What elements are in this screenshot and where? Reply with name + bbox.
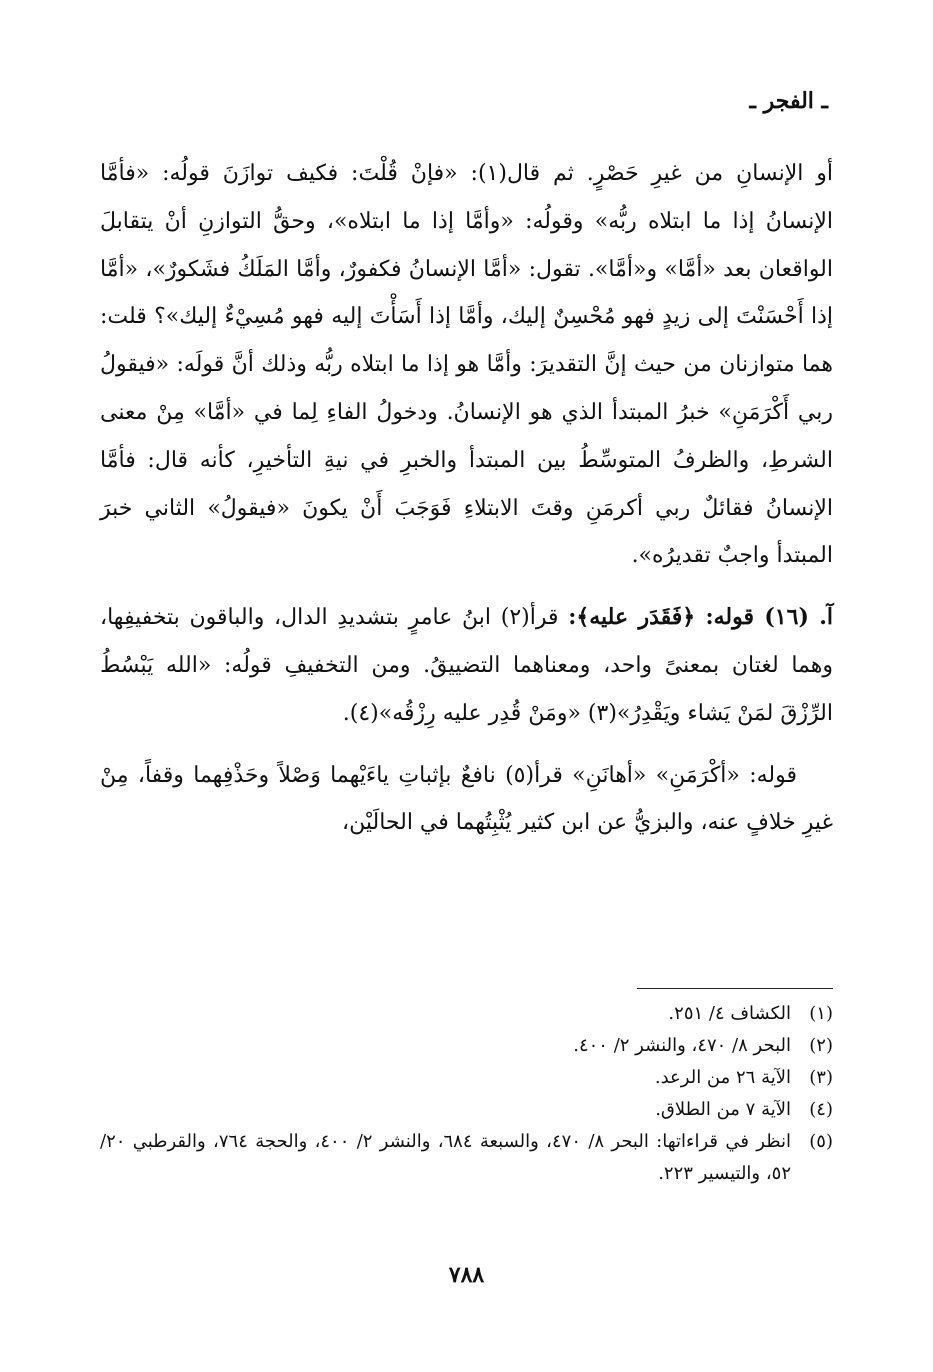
footnote-number: (٣) — [809, 1067, 833, 1088]
footnote-2 — [100, 1030, 833, 1062]
paragraph-2-text: قرأ(٢) ابنُ عامرٍ بتشديدِ الدال، والباقون بتخفيفِها، وهما لغتان بمعنىً واحد، ومعناهما التضييقُ. ومن التخفيفِ قولُه: «الله يَبْسُطُ الرِّزْقَ لمَنْ يَشاء ويَقْدِرُ»(٣) «ومَنْ قُدِر عليه رِزْقُه»(٤). — [100, 605, 833, 726]
footnote-text: انظر في قراءاتها: البحر ٨/ ٤٧٠، والسبعة ٦٨٤، والنشر ٢/ ٤٠٠، والحجة ٧٦٤، والقرطبي ٢٠/ ٥٢، والتيسير ٢٢٣. — [100, 1131, 791, 1184]
main-text — [100, 150, 833, 847]
page-number: ٧٨٨ — [448, 1262, 485, 1288]
footnote-divider — [637, 988, 833, 989]
footnote-1 — [100, 998, 833, 1030]
paragraph-2 — [100, 594, 833, 737]
paragraph-1: أو الإنسانِ من غيرِ حَصْرٍ. ثم قال(١): «فإنْ قُلْتَ: فكيف توازَنَ قولُه: «فأمَّا الإنسانُ إذا ما ابتلاه ربُّه» وقولُه: «وأمَّا إذا ما ابتلاه»، وحقُّ التوازنِ أنْ يتقابلَ الواقعان بعد «أمَّا» و«أمَّا». تقول: «أمَّا الإنسانُ فكفورٌ، وأمَّا المَلَكُ فشَكورٌ»، «أمَّا إذا أَحْسَنْتَ إلى زيدٍ فهو مُحْسِنٌ إليك، وأمَّا إذا أَسَأْتَ إليه فهو مُسِيْءٌ إليك»؟ قلت: هما متوازنان من حيث إنَّ التقديرَ: وأمَّا هو إذا ما ابتلاه ربُّه وذلك أنَّ قولَه: «فيقولُ ربي أَكْرَمَنِ» خبرُ المبتدأ الذي هو الإنسانُ. ودخولُ الفاءِ لِما في «أمَّا» مِنْ معنى الشرطِ، والظرفُ المتوسِّطُ بين المبتدأ والخبرِ في نيةِ التأخيرِ، كأنه قال: فأمَّا الإنسانُ فقائلٌ ربي أكرمَنِ وقتَ الابتلاءِ فَوَجَبَ أَنْ يكونَ «فيقولُ» الثاني خبرَ المبتدأ واجبٌ تقديرُه». — [100, 161, 833, 569]
paragraph-3: قوله: «أكْرَمَنِ» «أهانَنِ» قرأ(٥) نافعٌ بإثباتِ ياءَيْهما وَصْلاً وحَذْفِهما وقفاً، مِنْ غيرِ خلافٍ عنه، والبزيُّ عن ابن كثير يُثْبِتُهما في الحالَيْن، — [100, 762, 833, 836]
footnote-number: (٥) — [809, 1131, 833, 1152]
footnote-text: الآية ٧ من الطلاق. — [655, 1099, 791, 1120]
footnote-number: (٤) — [809, 1099, 833, 1120]
footnote-5 — [100, 1126, 833, 1190]
footnotes — [100, 998, 833, 1190]
verse-heading: آ. (١٦) قوله: ﴿فَقَدَر عليه﴾: — [568, 604, 833, 631]
footnote-text: الآية ٢٦ من الرعد. — [654, 1067, 791, 1088]
footnote-3 — [100, 1062, 833, 1094]
footnote-number: (٢) — [809, 1035, 833, 1056]
footnote-text: البحر ٨/ ٤٧٠، والنشر ٢/ ٤٠٠. — [573, 1035, 791, 1056]
footnote-number: (١) — [809, 1003, 833, 1024]
running-head: ـ الفجر ـ — [749, 88, 828, 114]
footnote-4 — [100, 1094, 833, 1126]
footnote-text: الكشاف ٤/ ٢٥١. — [668, 1003, 791, 1024]
